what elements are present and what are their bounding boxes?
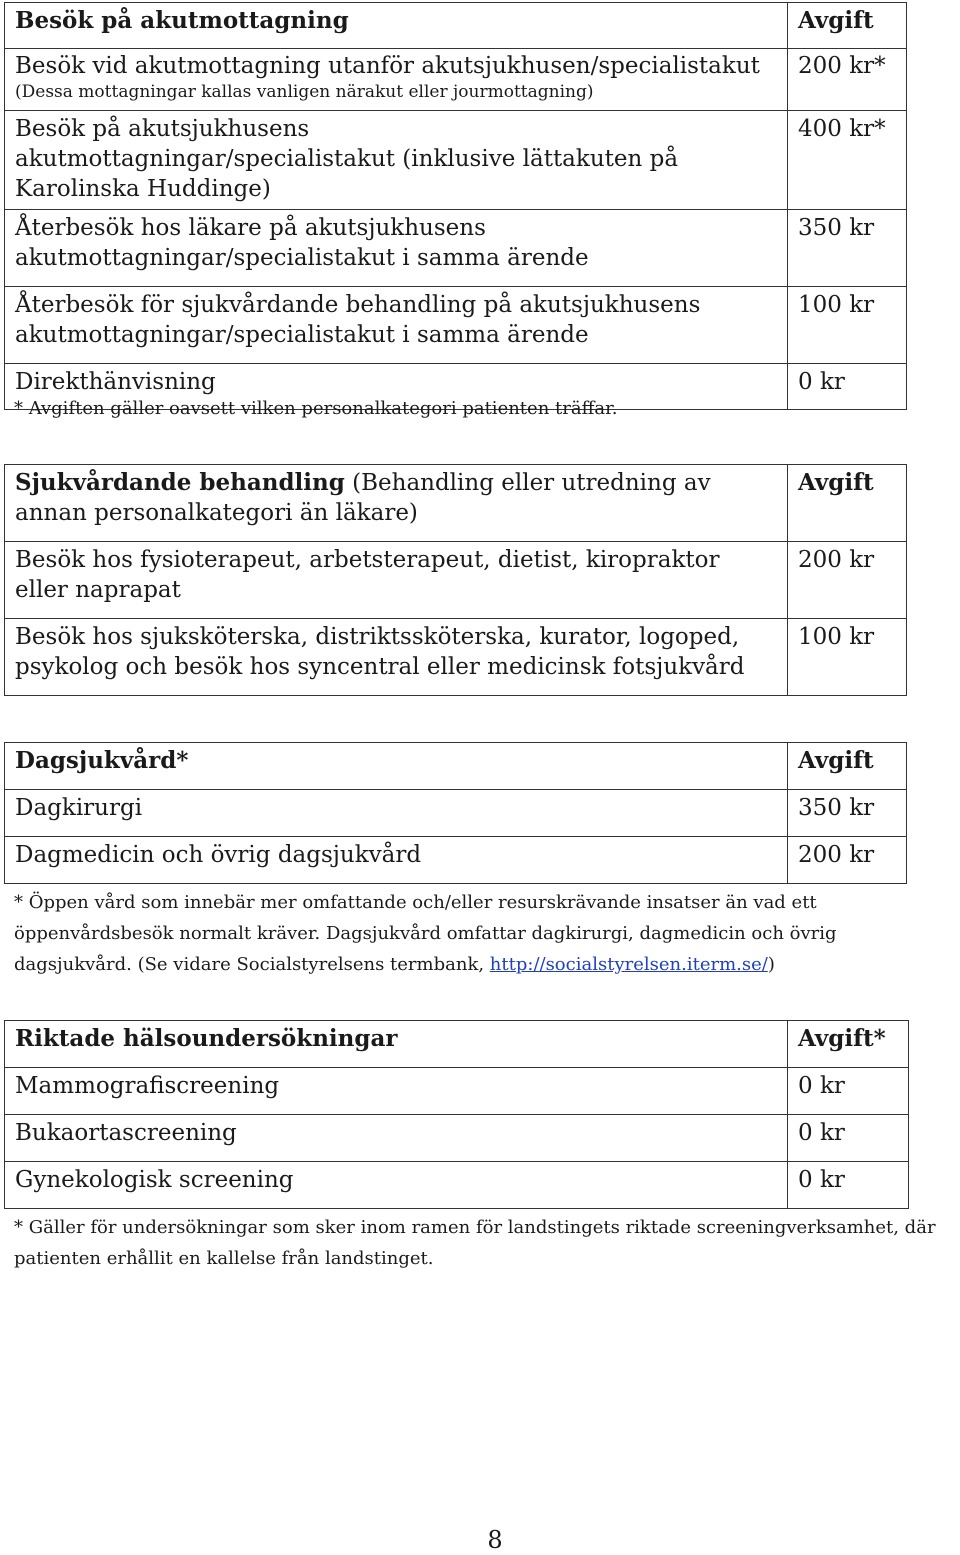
table-header-row — [5, 465, 907, 542]
row-label — [5, 49, 788, 111]
treatment-table — [4, 464, 907, 696]
row-label: Dagmedicin och övrig dagsjukvård — [5, 837, 788, 884]
row-label-note: (Dessa mottagningar kallas vanligen närakut eller jourmottagning) — [15, 82, 594, 102]
table-row — [5, 287, 907, 364]
table-header-fee: Avgift — [788, 465, 907, 542]
table-row — [5, 210, 907, 287]
row-fee: 0 kr — [788, 1162, 909, 1209]
emergency-visit-table — [4, 2, 907, 410]
row-label: Direkthänvisning — [5, 364, 788, 410]
table-header-rest: (Behandling eller utredning av annan personalkategori än läkare) — [15, 470, 711, 526]
row-label: Besök hos fysioterapeut, arbetsterapeut, dietist, kiropraktor eller naprapat — [5, 542, 788, 619]
footnote-end: ) — [767, 954, 775, 975]
table-row — [5, 837, 907, 884]
health-screening-table — [4, 1020, 909, 1209]
day-care-table — [4, 742, 907, 884]
table-header-row — [5, 743, 907, 790]
row-label: Dagkirurgi — [5, 790, 788, 837]
row-fee: 200 kr — [788, 837, 907, 884]
table-header-row — [5, 1021, 909, 1068]
table-header-label — [5, 465, 788, 542]
footnote-text: * Öppen vård som innebär mer omfattande och/eller resurskrävande insatser än vad ett öppenvårdsbesök normalt kräver. Dagsjukvård omfattar dagkirurgi, dagmedicin och övrig dagsjukvård. (Se vidare Socialstyrelsens termbank, — [14, 892, 837, 975]
table-row — [5, 542, 907, 619]
table-row — [5, 49, 907, 111]
page-number: 8 — [487, 1526, 503, 1554]
row-label: Besök på akutsjukhusens akutmottagningar/specialistakut (inklusive lättakuten på Karolinska Huddinge) — [5, 111, 788, 210]
table-header-fee: Avgift — [788, 3, 907, 49]
row-label: Gynekologisk screening — [5, 1162, 788, 1209]
row-fee: 350 kr — [788, 210, 907, 287]
termbank-link[interactable]: http://socialstyrelsen.iterm.se/ — [489, 954, 768, 975]
table-row — [5, 111, 907, 210]
table-header-label: Besök på akutmottagning — [5, 3, 788, 49]
row-fee: 200 kr* — [788, 49, 907, 111]
row-label: Återbesök för sjukvårdande behandling på akutsjukhusens akutmottagningar/specialistakut i samma ärende — [5, 287, 788, 364]
table-row — [5, 1115, 909, 1162]
table-row — [5, 790, 907, 837]
table-row — [5, 619, 907, 696]
table-header-fee: Avgift* — [788, 1021, 909, 1068]
table-row — [5, 1068, 909, 1115]
table-header-row — [5, 3, 907, 49]
table-header-bold: Sjukvårdande behandling — [15, 469, 345, 496]
table-header-label: Riktade hälsoundersökningar — [5, 1021, 788, 1068]
row-fee: 0 kr — [788, 1115, 909, 1162]
row-fee: 0 kr — [788, 1068, 909, 1115]
row-fee: 100 kr — [788, 619, 907, 696]
row-fee: 200 kr — [788, 542, 907, 619]
table-row — [5, 1162, 909, 1209]
row-fee: 0 kr — [788, 364, 907, 410]
row-label: Bukaortascreening — [5, 1115, 788, 1162]
row-label: Återbesök hos läkare på akutsjukhusens akutmottagningar/specialistakut i samma ärende — [5, 210, 788, 287]
row-fee: 100 kr — [788, 287, 907, 364]
row-fee: 400 kr* — [788, 111, 907, 210]
row-label: Besök hos sjuksköterska, distriktssköterska, kurator, logoped, psykolog och besök hos syncentral eller medicinsk fotsjukvård — [5, 619, 788, 696]
footnote: * Avgiften gäller oavsett vilken personalkategori patienten träffar. — [14, 398, 618, 419]
row-fee: 350 kr — [788, 790, 907, 837]
table-header-label: Dagsjukvård* — [5, 743, 788, 790]
row-label-main: Besök vid akutmottagning utanför akutsjukhusen/specialistakut — [15, 53, 760, 79]
footnote — [14, 887, 884, 980]
footnote: * Gäller för undersökningar som sker inom ramen för landstingets riktade screeningverksamhet, där patienten erhållit en kallelse från landstinget. — [14, 1217, 936, 1269]
row-label: Mammografiscreening — [5, 1068, 788, 1115]
table-header-fee: Avgift — [788, 743, 907, 790]
